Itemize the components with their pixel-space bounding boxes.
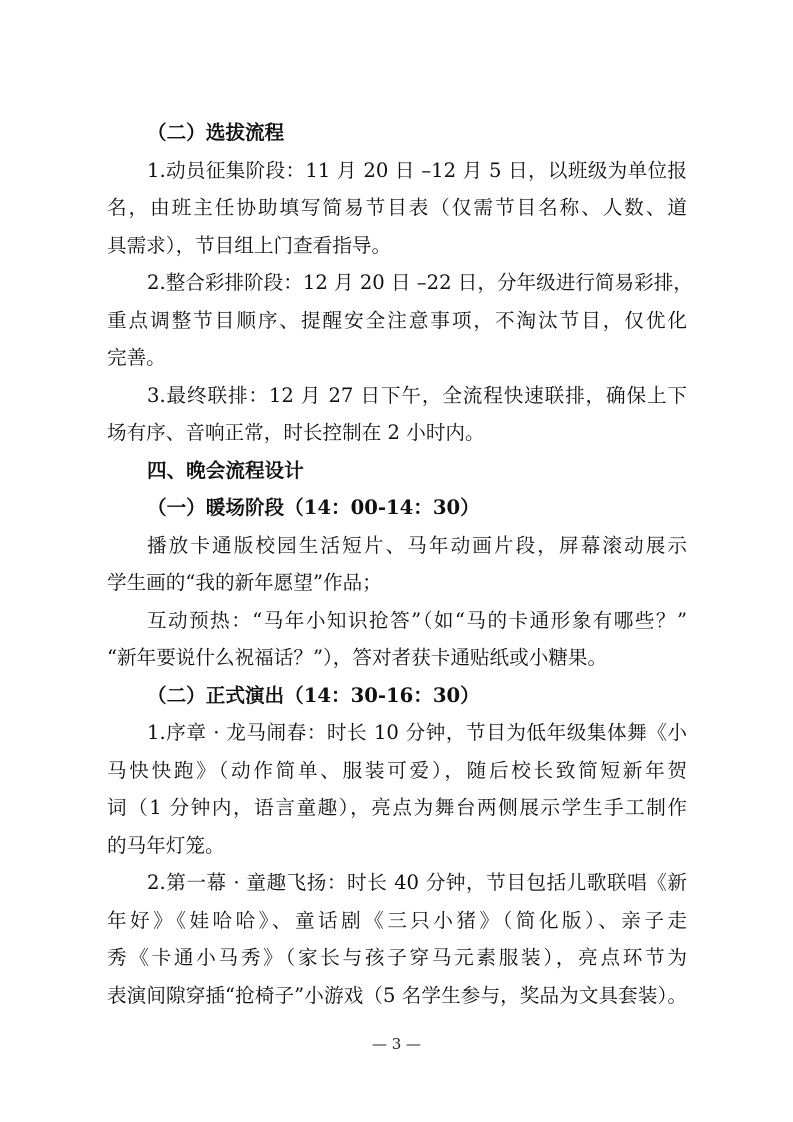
heading-warmup	[107, 489, 687, 527]
text-line: 年好》《娃哈哈》、童话剧《三只小猪》（简化版）、亲子走	[107, 908, 687, 932]
paragraph-final-rehearsal	[107, 377, 687, 452]
text-line: 具需求），节目组上门查看指导。	[107, 233, 392, 257]
text-line: 马快快跑》（动作简单、服装可爱），随后校长致简短新年贺	[107, 758, 687, 782]
text-line: 场有序、音响正常，时长控制在 2 小时内。	[107, 421, 485, 444]
heading-selection-process	[107, 114, 687, 152]
paragraph-rehearsal	[107, 264, 693, 377]
text-line: 表演间隙穿插“抢椅子”小游戏（5 名学生参与，奖品为文具套装）。	[107, 983, 687, 1007]
paragraph-warmup-video	[107, 527, 687, 602]
text-line: 1.序章 · 龙马闹春：时长 10 分钟，节目为低年级集体舞《小	[147, 721, 687, 744]
text-line: 完善。	[107, 346, 166, 369]
heading-section-four	[107, 452, 687, 490]
paragraph-prelude	[107, 714, 687, 864]
heading-main-show-text: （二）正式演出（14：30-16：30）	[147, 683, 480, 707]
page-number: — 3 —	[371, 1035, 422, 1053]
text-line: 重点调整节目顺序、提醒安全注意事项，不淘汰节目，仅优化	[107, 308, 687, 332]
text-line: 1.动员征集阶段：11 月 20 日 –12 月 5 日，以班级为单位报	[147, 158, 687, 182]
paragraph-mobilization	[107, 152, 687, 265]
text-line: 学生画的“我的新年愿望”作品；	[107, 571, 382, 594]
heading-main-show	[107, 677, 687, 715]
heading-selection-text: （二）选拔流程	[147, 121, 285, 144]
document-body	[107, 114, 693, 1014]
text-line: 2.整合彩排阶段：12 月 20 日 –22 日，分年级进行简易彩排，	[147, 271, 693, 294]
text-line: “新年要说什么祝福话？”），答对者获卡通贴纸或小糖果。	[107, 646, 608, 669]
text-line: 3.最终联排：12 月 27 日下午，全流程快速联排，确保上下	[147, 383, 687, 407]
text-line: 2.第一幕 · 童趣飞扬：时长 40 分钟，节目包括儿歌联唱《新	[147, 871, 687, 894]
text-line: 的马年灯笼。	[107, 833, 225, 857]
text-line: 词（1 分钟内，语言童趣），亮点为舞台两侧展示学生手工制作	[107, 796, 687, 819]
paragraph-act-one	[107, 864, 687, 1014]
text-line: 播放卡通版校园生活短片、马年动画片段，屏幕滚动展示	[147, 533, 687, 557]
heading-warmup-text: （一）暖场阶段（14：00-14：30）	[147, 496, 480, 519]
text-line: 秀《卡通小马秀》（家长与孩子穿马元素服装），亮点环节为	[107, 946, 687, 969]
text-line: 互动预热：“马年小知识抢答”（如“马的卡通形象有哪些？”	[147, 608, 687, 632]
text-line: 名，由班主任协助填写简易节目表（仅需节目名称、人数、道	[107, 196, 687, 219]
paragraph-warmup-interaction	[107, 602, 687, 677]
heading-section-four-text: 四、晚会流程设计	[147, 458, 304, 482]
